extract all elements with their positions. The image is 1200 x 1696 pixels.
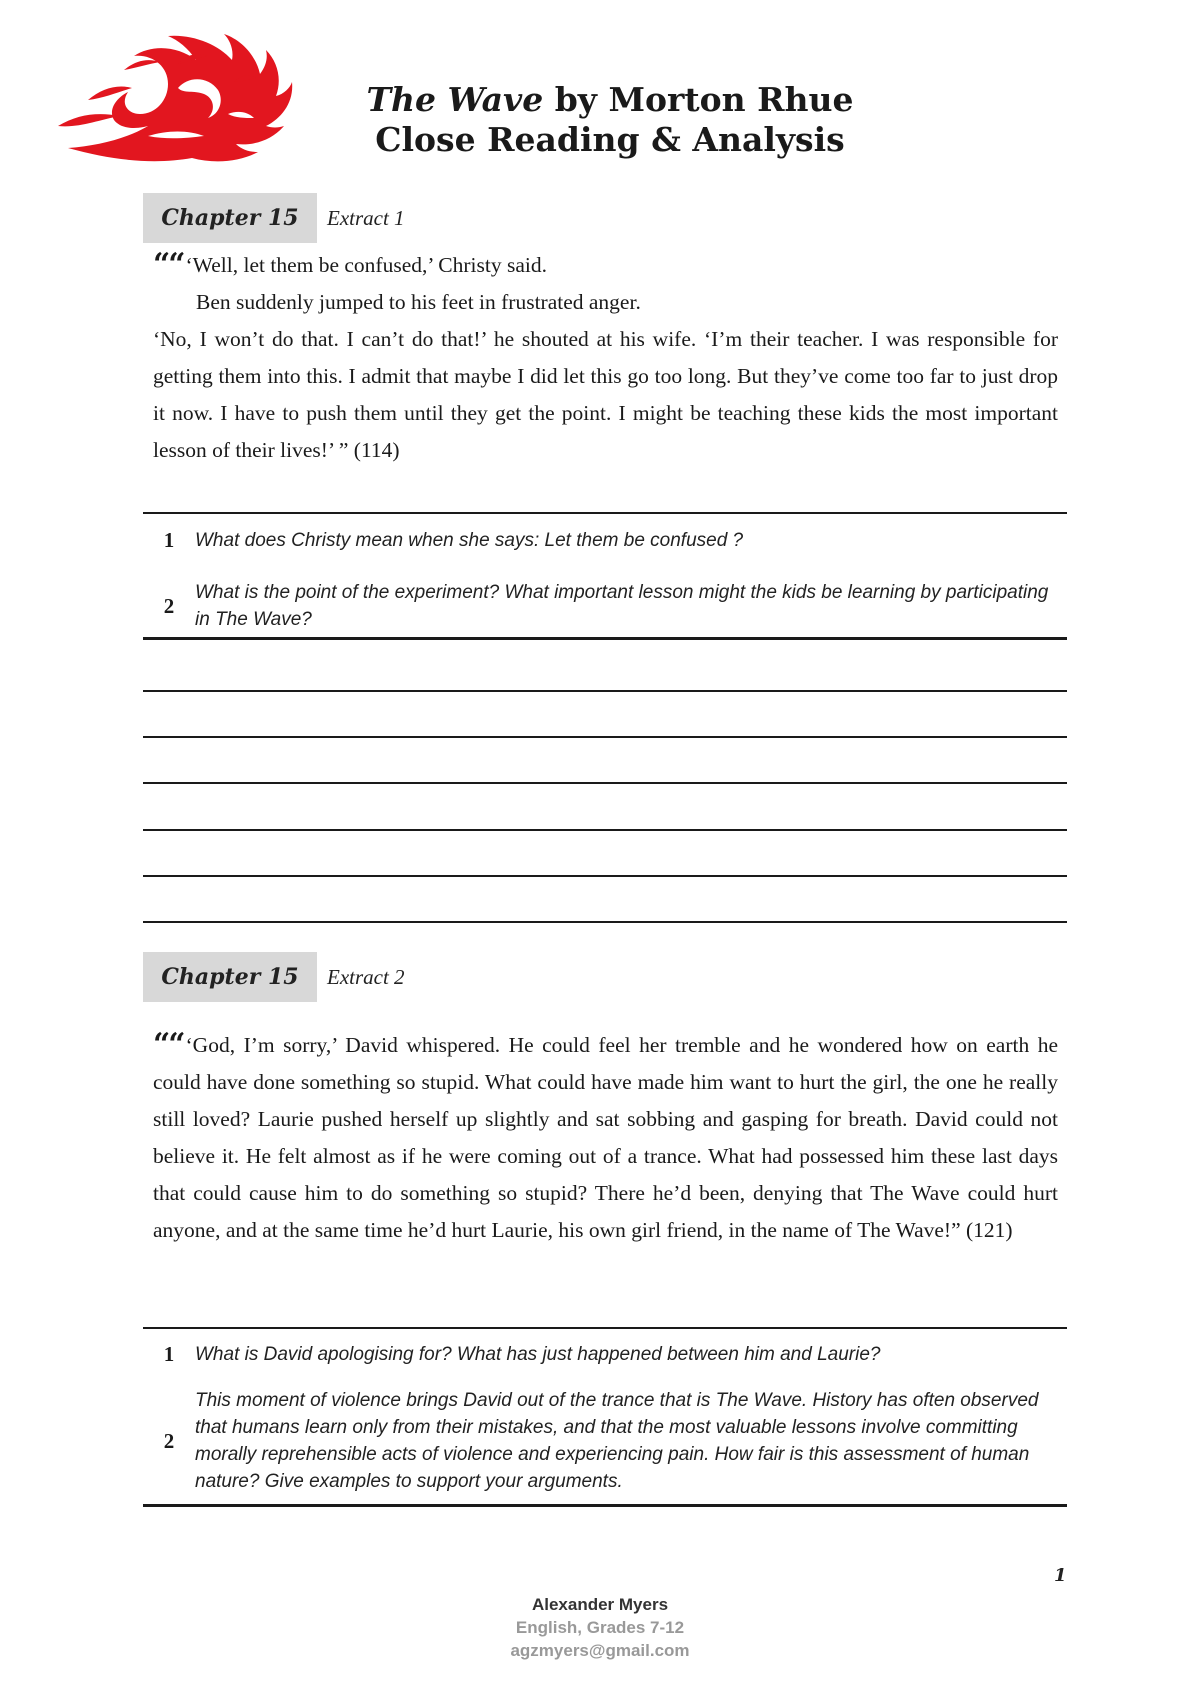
- question-number: 1: [163, 1341, 175, 1366]
- question-item: [143, 1336, 1067, 1372]
- author-email[interactable]: agzmyers@gmail.com: [510, 1641, 690, 1660]
- answer-line[interactable]: [143, 782, 1067, 784]
- divider: [143, 637, 1067, 640]
- section-1-header: [143, 193, 405, 243]
- question-number: 2: [163, 1428, 175, 1453]
- answer-line[interactable]: [143, 690, 1067, 692]
- title-author: by Morton Rhue: [543, 80, 854, 119]
- passage-paragraph: ‘No, I won’t do that. I can’t do that!’ he shouted at his wife. ‘I’m their teacher. I was responsible for getting them into this. I admit that maybe I did let this go too long. But they’ve come too far to just drop it now. I have to push them until they get the point. I might be teaching these kids the most important lesson of their lives!’ ” (114): [153, 327, 1058, 462]
- quote-mark: ““: [153, 247, 184, 282]
- page-title: [330, 80, 890, 160]
- quote-mark: ““: [153, 1027, 184, 1062]
- chapter-label: Chapter 15: [143, 193, 317, 243]
- question-text: What does Christy mean when she says: Let them be confused ?: [195, 529, 744, 551]
- divider: [143, 512, 1067, 514]
- extract-label: Extract 1: [327, 205, 405, 230]
- author-name: Alexander Myers: [531, 1595, 669, 1614]
- passage-paragraph: ““‘God, I’m sorry,’ David whispered. He could feel her tremble and he wondered how on earth he could have done something so stupid. What could have made him want to hurt the girl, the one he really still loved? Laurie pushed herself up slightly and sat sobbing and gasping for breath. David could not believe it. He felt almost as if he were coming out of a trance. What had possessed him these last days that could cause him to do something so stupid? There he’d been, denying that The Wave could hurt anyone, and at the same time he’d hurt Laurie, his own girl friend, in the name of The Wave!” (121): [153, 1027, 1058, 1242]
- wave-logo-icon: [28, 18, 308, 168]
- footer: [400, 1593, 800, 1662]
- question-text: What is the point of the experiment? What important lesson might the kids be learning by participating in The Wave?: [195, 582, 1049, 630]
- passage-paragraph: Ben suddenly jumped to his feet in frustrated anger.: [196, 290, 641, 314]
- answer-line[interactable]: [143, 921, 1067, 923]
- question-item: [143, 576, 1067, 636]
- passage-paragraph: ““‘Well, let them be confused,’ Christy said.: [153, 247, 548, 282]
- answer-line[interactable]: [143, 736, 1067, 738]
- extract-1-passage: [153, 247, 1058, 469]
- question-text: What is David apologising for? What has just happened between him and Laurie?: [195, 1343, 881, 1365]
- chapter-label: Chapter 15: [143, 952, 317, 1002]
- question-number: 2: [163, 593, 175, 618]
- author-subject: English, Grades 7-12: [515, 1618, 685, 1637]
- divider: [143, 1504, 1067, 1507]
- extract-label: Extract 2: [327, 964, 405, 989]
- divider: [143, 1327, 1067, 1329]
- book-title: The Wave: [366, 80, 544, 119]
- question-item: [143, 1385, 1067, 1497]
- extract-2-passage: [153, 1027, 1058, 1249]
- subtitle: Close Reading & Analysis: [375, 120, 845, 159]
- question-text: This moment of violence brings David out of the trance that is The Wave. History has often observed that humans learn only from their mistakes, and that the most valuable lessons involve committing morally reprehensible acts of violence and experiencing pain. How fair is this assessment of human nature? Give examples to support your arguments.: [195, 1390, 1039, 1492]
- title-line: [330, 80, 890, 120]
- question-item: [143, 522, 1067, 558]
- question-number: 1: [163, 527, 175, 552]
- answer-line[interactable]: [143, 829, 1067, 831]
- page-number: 1: [1054, 1565, 1067, 1586]
- section-2-header: [143, 952, 405, 1002]
- answer-line[interactable]: [143, 875, 1067, 877]
